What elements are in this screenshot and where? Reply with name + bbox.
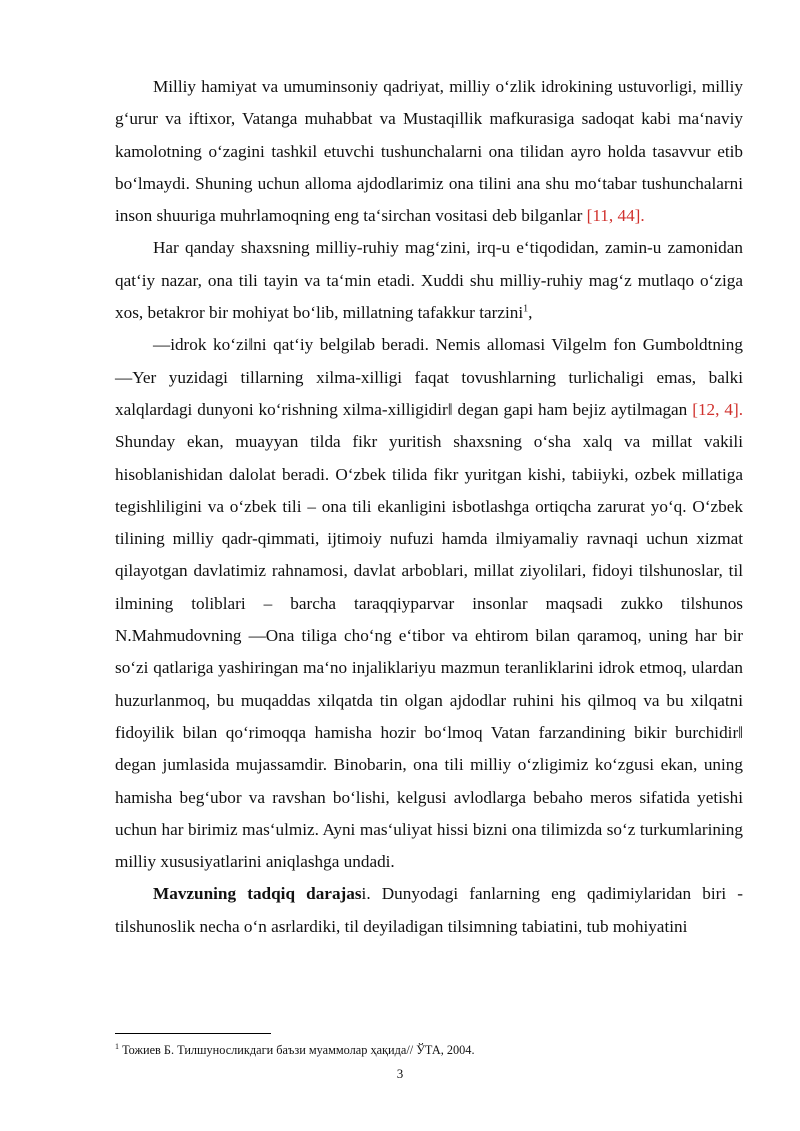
footnote-reference: 1 <box>523 303 529 315</box>
footnote <box>115 1042 743 1058</box>
paragraph-4 <box>115 878 743 943</box>
paragraph-3 <box>115 329 743 878</box>
citation-12-4: [12, 4]. <box>692 399 744 419</box>
paragraph-3-tail: Shunday ekan, muayyan tilda fikr yuritish shaxsning oʻsha xalq va millat vakili hisoblanishidan dalolat beradi. Oʻzbek tilida fikr yuritgan kishi, tabiiyki, ozbek millatiga tegishliligini va oʻzbek tili – ona tili ekanligini isbotlashga ortiqcha zarurat yoʻq. Oʻzbek tilining milliy qadr-qimmati, ijtimoiy nufuzi hamda ilmiyamaliy ravnaqi uchun xizmat qilayotgan davlatimiz rahnamosi, davlat arboblari, millat ziyolilari, fidoyi tilshunoslar, til ilmining toliblari – barcha taraqqiyparvar insonlar maqsadi zukko tilshunos N.Mahmudovning ―Ona tiliga choʻng eʻtibor va ehtirom bilan qaramoq, uning har bir soʻzi qatlariga yashiringan maʻno injaliklariyu mazmun teranliklarini idrok etmoq, ulardan huzurlanmoq, bu muqaddas xilqatda tin olgan ajdodlar ruhini his qilmoq va bu xilqatni fidoyilik bilan qoʻrimoqqa hamisha hozir boʻlmoq Vatan farzandining bikir burchidir‖ degan jumlasida mujassamdir. Binobarin, ona tili milliy oʻzligimiz koʻzgusi ekan, uning hamisha begʻubor va ravshan boʻlishi, kelgusi avlodlarga bebaho meros sifatida yetishi uchun har birimiz masʻulmiz. Ayni masʻuliyat hissi bizni ona tilimizda soʻz turkumlarining milliy xususiyatlarini aniqlashga undadi. <box>115 432 743 872</box>
paragraph-3-text: ―idrok koʻzi‖ni qatʻiy belgilab beradi. Nemis allomasi Vilgelm fon Gumboldtning ―Yer yuzidagi tillarning xilma-xilligi faqat tovushlarning turlichaligi emas, balki xalqlardagi dunyoni koʻrishning xilma-xilligidir‖ degan gapi ham bejiz aytilmagan <box>115 335 743 419</box>
paragraph-2 <box>115 232 743 329</box>
paragraph-1-text: Milliy hamiyat va umuminsoniy qadriyat, milliy oʻzlik idrokining ustuvorligi, milliy gʻurur va iftixor, Vatanga muhabbat va Mustaqillik mafkurasiga sadoqat kabi maʻnaviy kamolotning oʻzagini tashkil etuvchi tushunchalarni ona tilidan ayro holda tasavvur etib boʻlmaydi. Shuning uchun alloma ajdodlarimiz ona tilini ana shu moʻtabar tushunchalarni inson shuuriga muhrlamoqning eng taʻsirchan vositasi deb bilganlar <box>115 77 743 226</box>
footnote-number: 1 <box>115 1041 119 1051</box>
citation-11-44: [11, 44]. <box>586 206 645 226</box>
paragraph-4-text: i. Dunyodagi fanlarning eng qadimiylaridan biri - tilshunoslik necha oʻn asrlardiki, til deyiladigan tilsimning tabiatini, tub mohiyatini <box>115 884 743 936</box>
body-text <box>115 71 743 943</box>
paragraph-1 <box>115 71 743 232</box>
page-number: 3 <box>396 1066 404 1081</box>
footnote-separator <box>115 1033 271 1034</box>
paragraph-2-text: Har qanday shaxsning milliy-ruhiy magʻzini, irq-u eʻtiqodidan, zamin-u zamonidan qatʻiy nazar, ona tili tayin va taʻmin etadi. Xuddi shu milliy-ruhiy magʻz mutlaqo oʻziga xos, betakror bir mohiyat boʻlib, millatning tafakkur tarzini <box>115 238 743 323</box>
footnote-text: Тожиев Б. Тилшуносликдаги баъзи муаммолар ҳақида// ЎТА, 2004. <box>119 1043 475 1057</box>
paragraph-2-tail: , <box>528 303 533 323</box>
section-heading-inline: Mavzuning tadqiq darajas <box>153 884 362 904</box>
